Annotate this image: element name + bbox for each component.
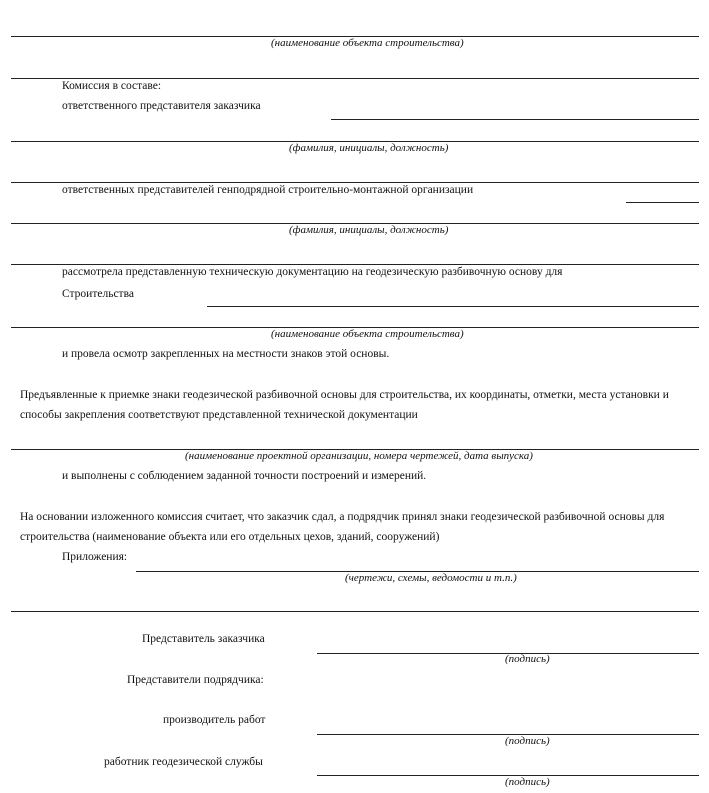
construction-fill-line[interactable] [207, 306, 699, 307]
reviewed-text: рассмотрела представленную техническую документацию на геодезическую разбивочную основу для [62, 266, 563, 278]
works-manager-label: производитель работ [163, 714, 266, 726]
customer-rep-caption: (фамилия, инициалы, должность) [289, 142, 449, 154]
conclusion-text-1: На основании изложенного комиссия считает, что заказчик сдал, а подрядчик принял знаки геодезической разбивочной основы для [20, 511, 665, 523]
presented-text-2: способы закрепления соответствуют представленной технической документации [20, 409, 418, 421]
attachments-label: Приложения: [62, 551, 128, 563]
construction-label: Строительства [62, 288, 134, 300]
inspected-text: и провела осмотр закрепленных на местности знаков этой основы. [62, 348, 390, 360]
customer-signer-label: Представитель заказчика [142, 633, 265, 645]
presented-text-1: Предъявленные к приемке знаки геодезической разбивочной основы для строительства, их координаты, отметки, места установки и [20, 389, 669, 401]
project-org-caption: (наименование проектной организации, номера чертежей, дата выпуска) [185, 450, 533, 462]
accuracy-text: и выполнены с соблюдением заданной точности построений и измерений. [62, 470, 427, 482]
conclusion-text-2: строительства (наименование объекта или его отдельных цехов, зданий, сооружений) [20, 531, 440, 543]
construction-object-caption: (наименование объекта строительства) [271, 328, 464, 340]
customer-rep-label: ответственного представителя заказчика [62, 100, 261, 112]
works-manager-signature-caption: (подпись) [505, 735, 550, 747]
object-name-caption: (наименование объекта строительства) [271, 37, 464, 49]
contractor-signers-label: Представители подрядчика: [127, 674, 264, 686]
contractor-reps-caption: (фамилия, инициалы, должность) [289, 224, 449, 236]
customer-rep-fill-line[interactable] [331, 119, 699, 120]
commission-label: Комиссия в составе: [62, 80, 162, 92]
contractor-reps-label: ответственных представителей генподрядной строительно-монтажной организации [62, 184, 474, 196]
attachments-caption: (чертежи, схемы, ведомости и т.п.) [345, 572, 517, 584]
customer-signature-caption: (подпись) [505, 653, 550, 665]
attachments-line-2[interactable] [11, 611, 699, 612]
geodesy-worker-label: работник геодезической службы [104, 756, 263, 768]
geodesy-worker-signature-caption: (подпись) [505, 776, 550, 788]
contractor-reps-fill-line[interactable] [626, 202, 699, 203]
